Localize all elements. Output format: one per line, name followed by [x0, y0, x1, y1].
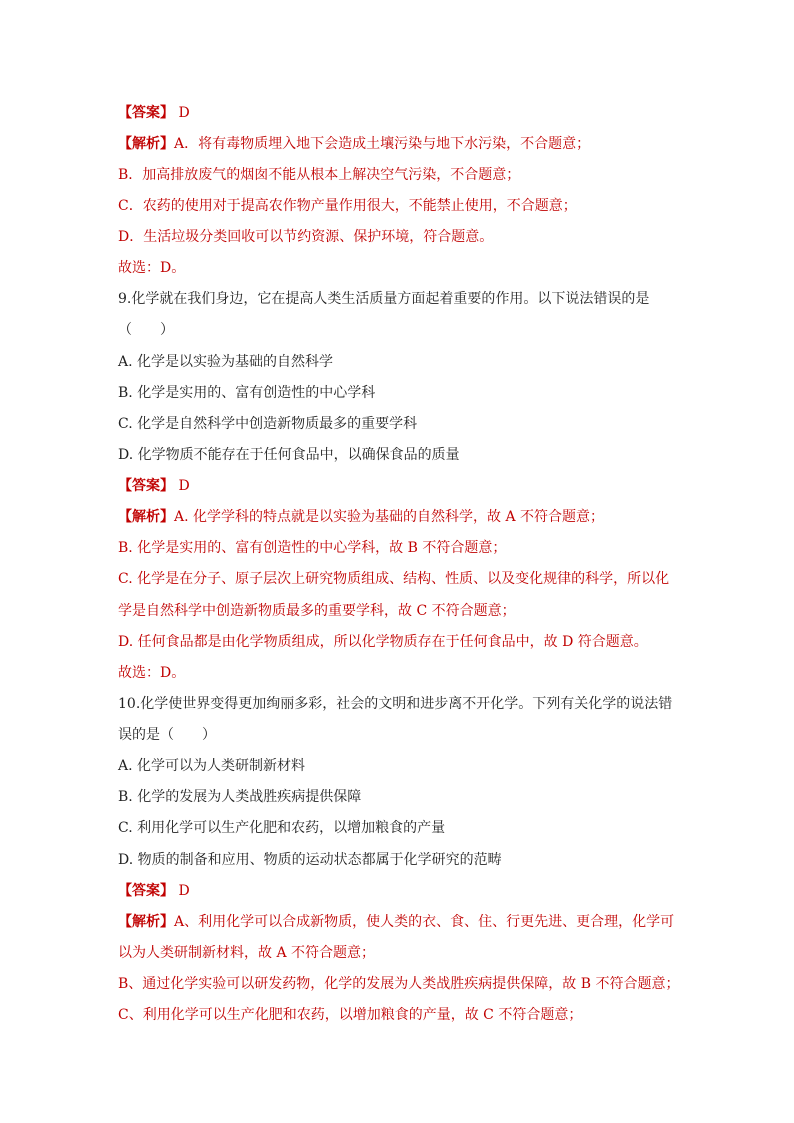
text-line — [118, 508, 604, 526]
text-line — [118, 944, 375, 962]
text-line — [118, 321, 174, 339]
text-line — [118, 695, 672, 713]
line-text: D — [174, 105, 190, 121]
text-line — [118, 290, 649, 308]
line-text: C. 化学是自然科学中创造新物质最多的重要学科 — [118, 416, 418, 432]
text-line — [118, 602, 516, 620]
section-tag: 【解析】 — [118, 136, 174, 152]
text-line — [118, 882, 190, 900]
line-text: D．生活垃圾分类回收可以节约资源、保护环境，符合题意。 — [118, 229, 494, 245]
text-line — [118, 664, 185, 682]
text-line — [118, 975, 679, 993]
line-text: B. 化学是实用的、富有创造性的中心学科，故 B 不符合题意； — [118, 540, 507, 556]
text-line — [118, 384, 375, 402]
text-line — [118, 228, 493, 246]
section-tag: 【答案】 — [118, 883, 174, 899]
text-line — [118, 197, 577, 215]
text-line — [118, 477, 190, 495]
text-line — [118, 913, 674, 931]
line-text: 误的是（ ） — [118, 727, 216, 743]
text-line — [118, 1006, 582, 1024]
line-text: A. 化学可以为人类研制新材料 — [118, 758, 306, 774]
line-text: A、利用化学可以合成新物质，使人类的衣、食、住、行更先进、更合理，化学可 — [174, 914, 675, 930]
line-text: B. 化学的发展为人类战胜疾病提供保障 — [118, 789, 362, 805]
line-text: A. 化学是以实验为基础的自然科学 — [118, 354, 334, 370]
line-text: 10.化学使世界变得更加绚丽多彩，社会的文明和进步离不开化学。下列有关化学的说法错 — [118, 696, 673, 712]
text-line — [118, 819, 445, 837]
text-line — [118, 104, 190, 122]
line-text: （ ） — [118, 322, 174, 338]
line-text: C. 化学是在分子、原子层次上研究物质组成、结构、性质、以及变化规律的科学，所以化 — [118, 571, 670, 587]
line-text: 故选：D。 — [118, 665, 186, 681]
line-text: D. 物质的制备和应用、物质的运动状态都属于化学研究的范畴 — [118, 852, 502, 868]
text-line — [118, 446, 460, 464]
line-text: D. 化学物质不能存在于任何食品中，以确保食品的质量 — [118, 447, 460, 463]
line-text: A. 化学学科的特点就是以实验为基础的自然科学，故 A 不符合题意； — [174, 509, 605, 525]
line-text: 9.化学就在我们身边，它在提高人类生活质量方面起着重要的作用。以下说法错误的是 — [118, 291, 650, 307]
line-text: B、通过化学实验可以研发药物，化学的发展为人类战胜疾病提供保障，故 B 不符合题意； — [118, 976, 680, 992]
line-text: 学是自然科学中创造新物质最多的重要学科，故 C 不符合题意； — [118, 603, 516, 619]
line-text: B．加高排放废气的烟囱不能从根本上解决空气污染，不合题意； — [118, 167, 521, 183]
line-text: B. 化学是实用的、富有创造性的中心学科 — [118, 385, 376, 401]
line-text: 故选：D。 — [118, 260, 186, 276]
section-tag: 【解析】 — [118, 509, 174, 525]
text-line — [118, 415, 417, 433]
line-text: D — [174, 478, 190, 494]
text-line — [118, 851, 502, 869]
text-line — [118, 633, 648, 651]
line-text: A．将有毒物质埋入地下会造成土壤污染与地下水污染，不合题意； — [174, 136, 591, 152]
section-tag: 【答案】 — [118, 478, 174, 494]
line-text: D. 任何食品都是由化学物质组成，所以化学物质存在于任何食品中，故 D 符合题意。 — [118, 634, 648, 650]
text-line — [118, 726, 216, 744]
text-line — [118, 788, 361, 806]
text-line — [118, 259, 185, 277]
line-text: 以为人类研制新材料，故 A 不符合题意； — [118, 945, 376, 961]
section-tag: 【解析】 — [118, 914, 174, 930]
text-line — [118, 570, 669, 588]
text-line — [118, 353, 333, 371]
line-text: C、利用化学可以生产化肥和农药，以增加粮食的产量，故 C 不符合题意； — [118, 1007, 583, 1023]
text-line — [118, 166, 520, 184]
section-tag: 【答案】 — [118, 105, 174, 121]
line-text: C．农药的使用对于提高农作物产量作用很大，不能禁止使用，不合题意； — [118, 198, 577, 214]
text-line — [118, 757, 305, 775]
text-line — [118, 135, 590, 153]
text-line — [118, 539, 506, 557]
line-text: D — [174, 883, 190, 899]
line-text: C. 利用化学可以生产化肥和农药，以增加粮食的产量 — [118, 820, 446, 836]
